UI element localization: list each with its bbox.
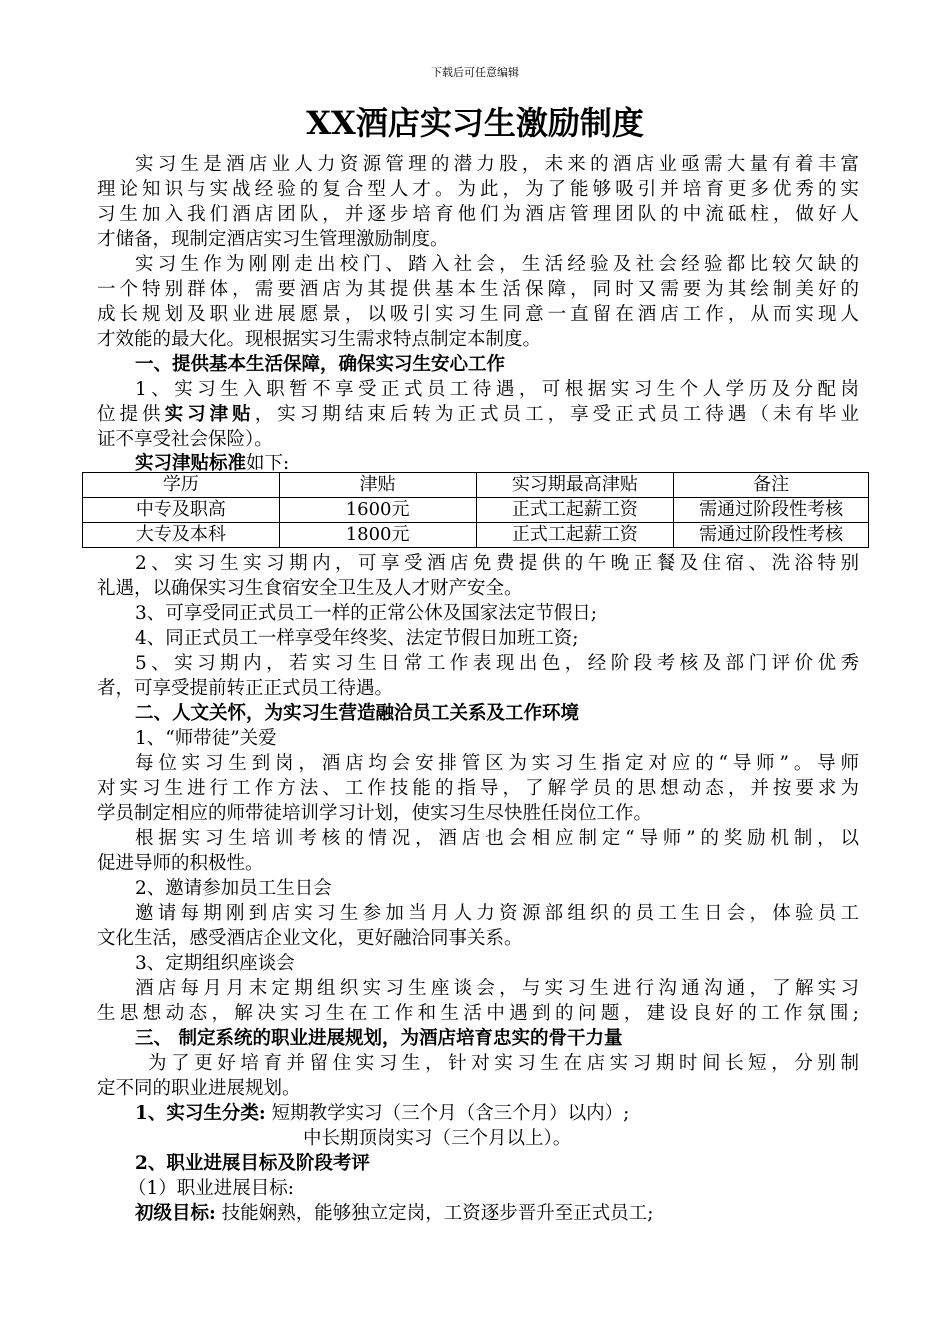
paragraph-line: 对实习生进行工作方法、工作技能的指导，了解学员的思想动态，并按要求为 [97,778,859,799]
paragraph-line: 生思想动态，解决实习生在工作和生活中遇到的问题，建设良好的工作氛围; [97,1003,859,1024]
intro-line: 才效能的最大化。现根据实习生需求特点制定本制度。 [97,329,542,350]
table-header-row [83,473,869,498]
bold-text-run: 实习津贴 [164,404,255,425]
intro-line: 实习生是酒店业人力资源管理的潜力股，未来的酒店业亟需大量有着丰富 [135,154,859,175]
bold-text-run: 实习津贴标准 [135,453,247,474]
paragraph-line: 1、“师带徒”关爱 [135,728,277,749]
table-header-cell: 学历 [83,473,280,498]
intro-line: 理论知识与实战经验的复合型人才。为此，为了能够吸引并培育更多优秀的实 [97,179,859,200]
paragraph-line: 3、可享受同正式员工一样的正常公休及国家法定节假日; [135,603,598,624]
paragraph-line: 根据实习生培训考核的情况，酒店也会相应制定“导师”的奖励机制，以 [135,828,859,849]
paragraph-line [97,402,859,427]
table-header-cell: 备注 [674,473,869,498]
paragraph-line: 文化生活，感受酒店企业文化，更好融洽同事关系。 [97,928,523,949]
section-heading: 一、提供基本生活保障，确保实习生安心工作 [135,354,506,375]
header-note: 下载后可任意编辑 [431,66,519,79]
bold-text-run: 1、实习生分类: [135,1103,266,1124]
paragraph-line: 证不享受社会保险）。 [97,429,273,450]
paragraph-line: 促进导师的积极性。 [97,853,264,874]
table-cell: 大专及本科 [83,523,280,548]
paragraph-line: 每位实习生到岗，酒店均会安排管区为实习生指定对应的“导师”。导师 [135,753,859,774]
intro-line: 习生加入我们酒店团队，并逐步培育他们为酒店管理团队的中流砥柱，做好人 [97,204,859,225]
table-cell: 1800元 [279,523,476,548]
paragraph-line: 学员制定相应的师带徒培训学习计划，使实习生尽快胜任岗位工作。 [97,803,653,824]
table-header-cell: 实习期最高津贴 [476,473,674,498]
text-run: 位提供 [97,404,165,425]
paragraph-line: 3、定期组织座谈会 [135,953,295,974]
paragraph-line: 4、同正式员工一样享受年终奖、法定节假日加班工资; [135,628,579,649]
table-row [83,498,869,523]
intern-category-line: 中长期顶岗实习（三个月以上）。 [303,1128,572,1149]
text-run: 技能娴熟，能够独立定岗，工资逐步晋升至正式员工; [221,1203,654,1224]
paragraph-line: 1、实习生入职暂不享受正式员工待遇，可根据实习生个人学历及分配岗 [135,379,859,400]
text-run: ，实习期结束后转为正式员工，享受正式员工待遇（未有毕业 [254,404,859,425]
intro-line: 实习生作为刚刚走出校门、踏入社会，生活经验及社会经验都比较欠缺的 [135,254,859,275]
paragraph-line: 2、实习生实习期内，可享受酒店免费提供的午晚正餐及住宿、洗浴特别 [135,553,859,574]
table-cell: 中专及职高 [83,498,280,523]
section-heading: 二、人文关怀，为实习生营造融洽员工关系及工作环境 [135,703,580,724]
table-header-cell: 津贴 [279,473,476,498]
table-cell: 需通过阶段性考核 [674,523,869,548]
paragraph-line: 为了更好培育并留住实习生，针对实习生在店实习期时间长短，分别制 [148,1053,859,1074]
text-run: 如下: [246,453,290,474]
intern-category-line [135,1101,859,1126]
paragraph-line: 邀请每期刚到店实习生参加当月人力资源部组织的员工生日会，体验员工 [135,903,859,924]
intro-line: 一个特别群体，需要酒店为其提供基本生活保障，同时又需要为其绘制美好的 [97,279,859,300]
intro-line: 才储备，现制定酒店实习生管理激励制度。 [97,229,449,250]
intro-line: 成长规划及职业进展愿景，以吸引实习生同意一直留在酒店工作，从而实现人 [97,304,859,325]
paragraph-line: （1）职业进展目标: [128,1178,295,1199]
subsection-heading: 2、职业进展目标及阶段考评 [135,1153,370,1174]
bold-text-run: 初级目标: [135,1203,216,1224]
paragraph-line: 5、实习期内，若实习生日常工作表现出色，经阶段考核及部门评价优秀 [135,653,859,674]
table-cell: 正式工起薪工资 [476,498,674,523]
paragraph-line: 者，可享受提前转正正式员工待遇。 [97,678,394,699]
paragraph-line [135,1201,859,1226]
table-row [83,523,869,548]
allowance-table [82,472,869,548]
table-cell: 正式工起薪工资 [476,523,674,548]
table-cell: 1600元 [279,498,476,523]
text-run: 短期教学实习（三个月（含三个月）以内）; [271,1103,630,1124]
page-title: XX酒店实习生激励制度 [306,104,644,142]
table-cell: 需通过阶段性考核 [674,498,869,523]
paragraph-line: 2、邀请参加员工生日会 [135,878,332,899]
section-heading: 三、 制定系统的职业进展规划，为酒店培育忠实的骨干力量 [135,1028,623,1049]
paragraph-line: 定不同的职业进展规划。 [97,1078,301,1099]
paragraph-line: 礼遇，以确保实习生食宿安全卫生及人才财产安全。 [97,578,523,599]
paragraph-line: 酒店每月月末定期组织实习生座谈会，与实习生进行沟通沟通，了解实习 [135,978,859,999]
